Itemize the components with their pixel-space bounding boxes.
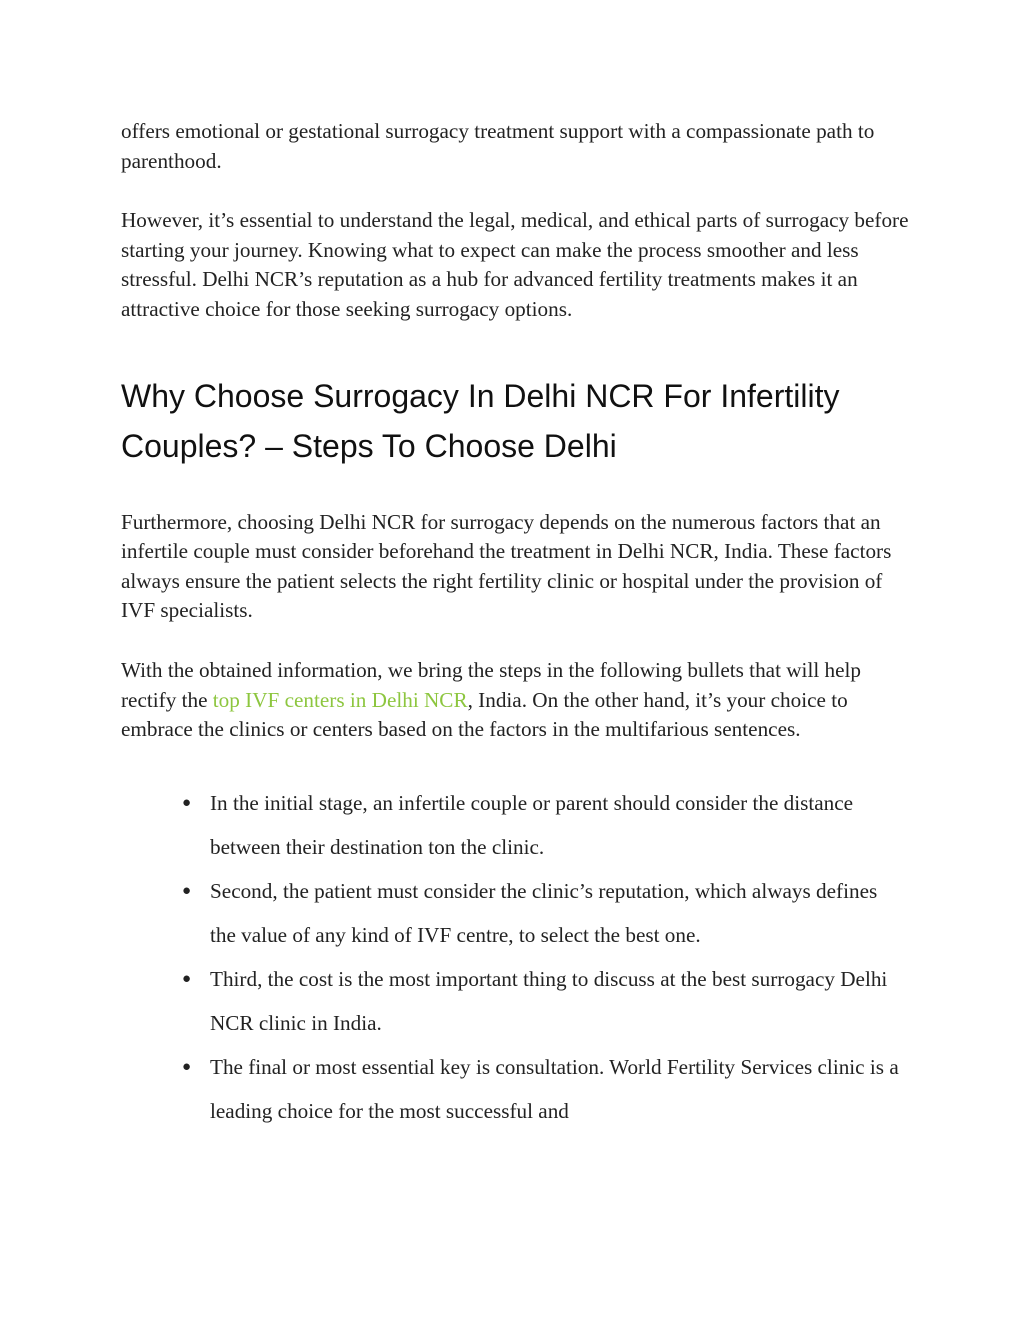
furthermore-paragraph: Furthermore, choosing Delhi NCR for surrogacy depends on the numerous factors that an infertile couple must consider beforehand the treatment in Delhi NCR, India. These factors always ensure the patient selects the right fertility clinic or hospital under the provision of IVF specialists. [121,509,892,623]
list-item [182,957,911,1045]
bullet-icon: ● [182,794,192,811]
list-item-text: The final or most essential key is consultation. World Fertility Services clinic is a leading choice for the most successful and [210,1054,899,1123]
obtained-text-after-link: , India. On the other hand, it’s your choice to embrace the clinics or centers based on the factors in the multifarious sentences. [121,687,848,742]
bullet-icon: ● [182,1058,192,1075]
top-ivf-centers-link[interactable]: top IVF centers in Delhi NCR [212,687,468,712]
list-item [182,1045,911,1133]
however-paragraph: However, it’s essential to understand the legal, medical, and ethical parts of surrogacy before starting your journey. Knowing what to expect can make the process smoother and less stressful. Delhi NCR’s reputation as a hub for advanced fertility treatments makes it an attractive choice for those seeking surrogacy options. [121,208,909,321]
list-item [182,869,911,957]
list-item-text: Second, the patient must consider the clinic’s reputation, which always defines the value of any kind of IVF centre, to select the best one. [210,878,878,947]
section-heading: Why Choose Surrogacy In Delhi NCR For Infertility Couples? – Steps To Choose Delhi [121,377,840,464]
document-content [121,117,911,1133]
list-item-text: In the initial stage, an infertile couple or parent should consider the distance between their destination ton the clinic. [210,790,854,859]
obtained-text-before-link: With the obtained information, we bring the steps in the following bullets that will help rectify the [121,657,861,712]
intro-continuation-paragraph: offers emotional or gestational surrogacy treatment support with a compassionate path to parenthood. [121,119,875,173]
list-item [182,781,911,869]
bullet-icon: ● [182,970,192,987]
obtained-information-paragraph [121,656,911,745]
bullet-icon: ● [182,882,192,899]
steps-bullet-list [121,781,911,1133]
list-item-text: Third, the cost is the most important thing to discuss at the best surrogacy Delhi NCR clinic in India. [210,966,888,1035]
